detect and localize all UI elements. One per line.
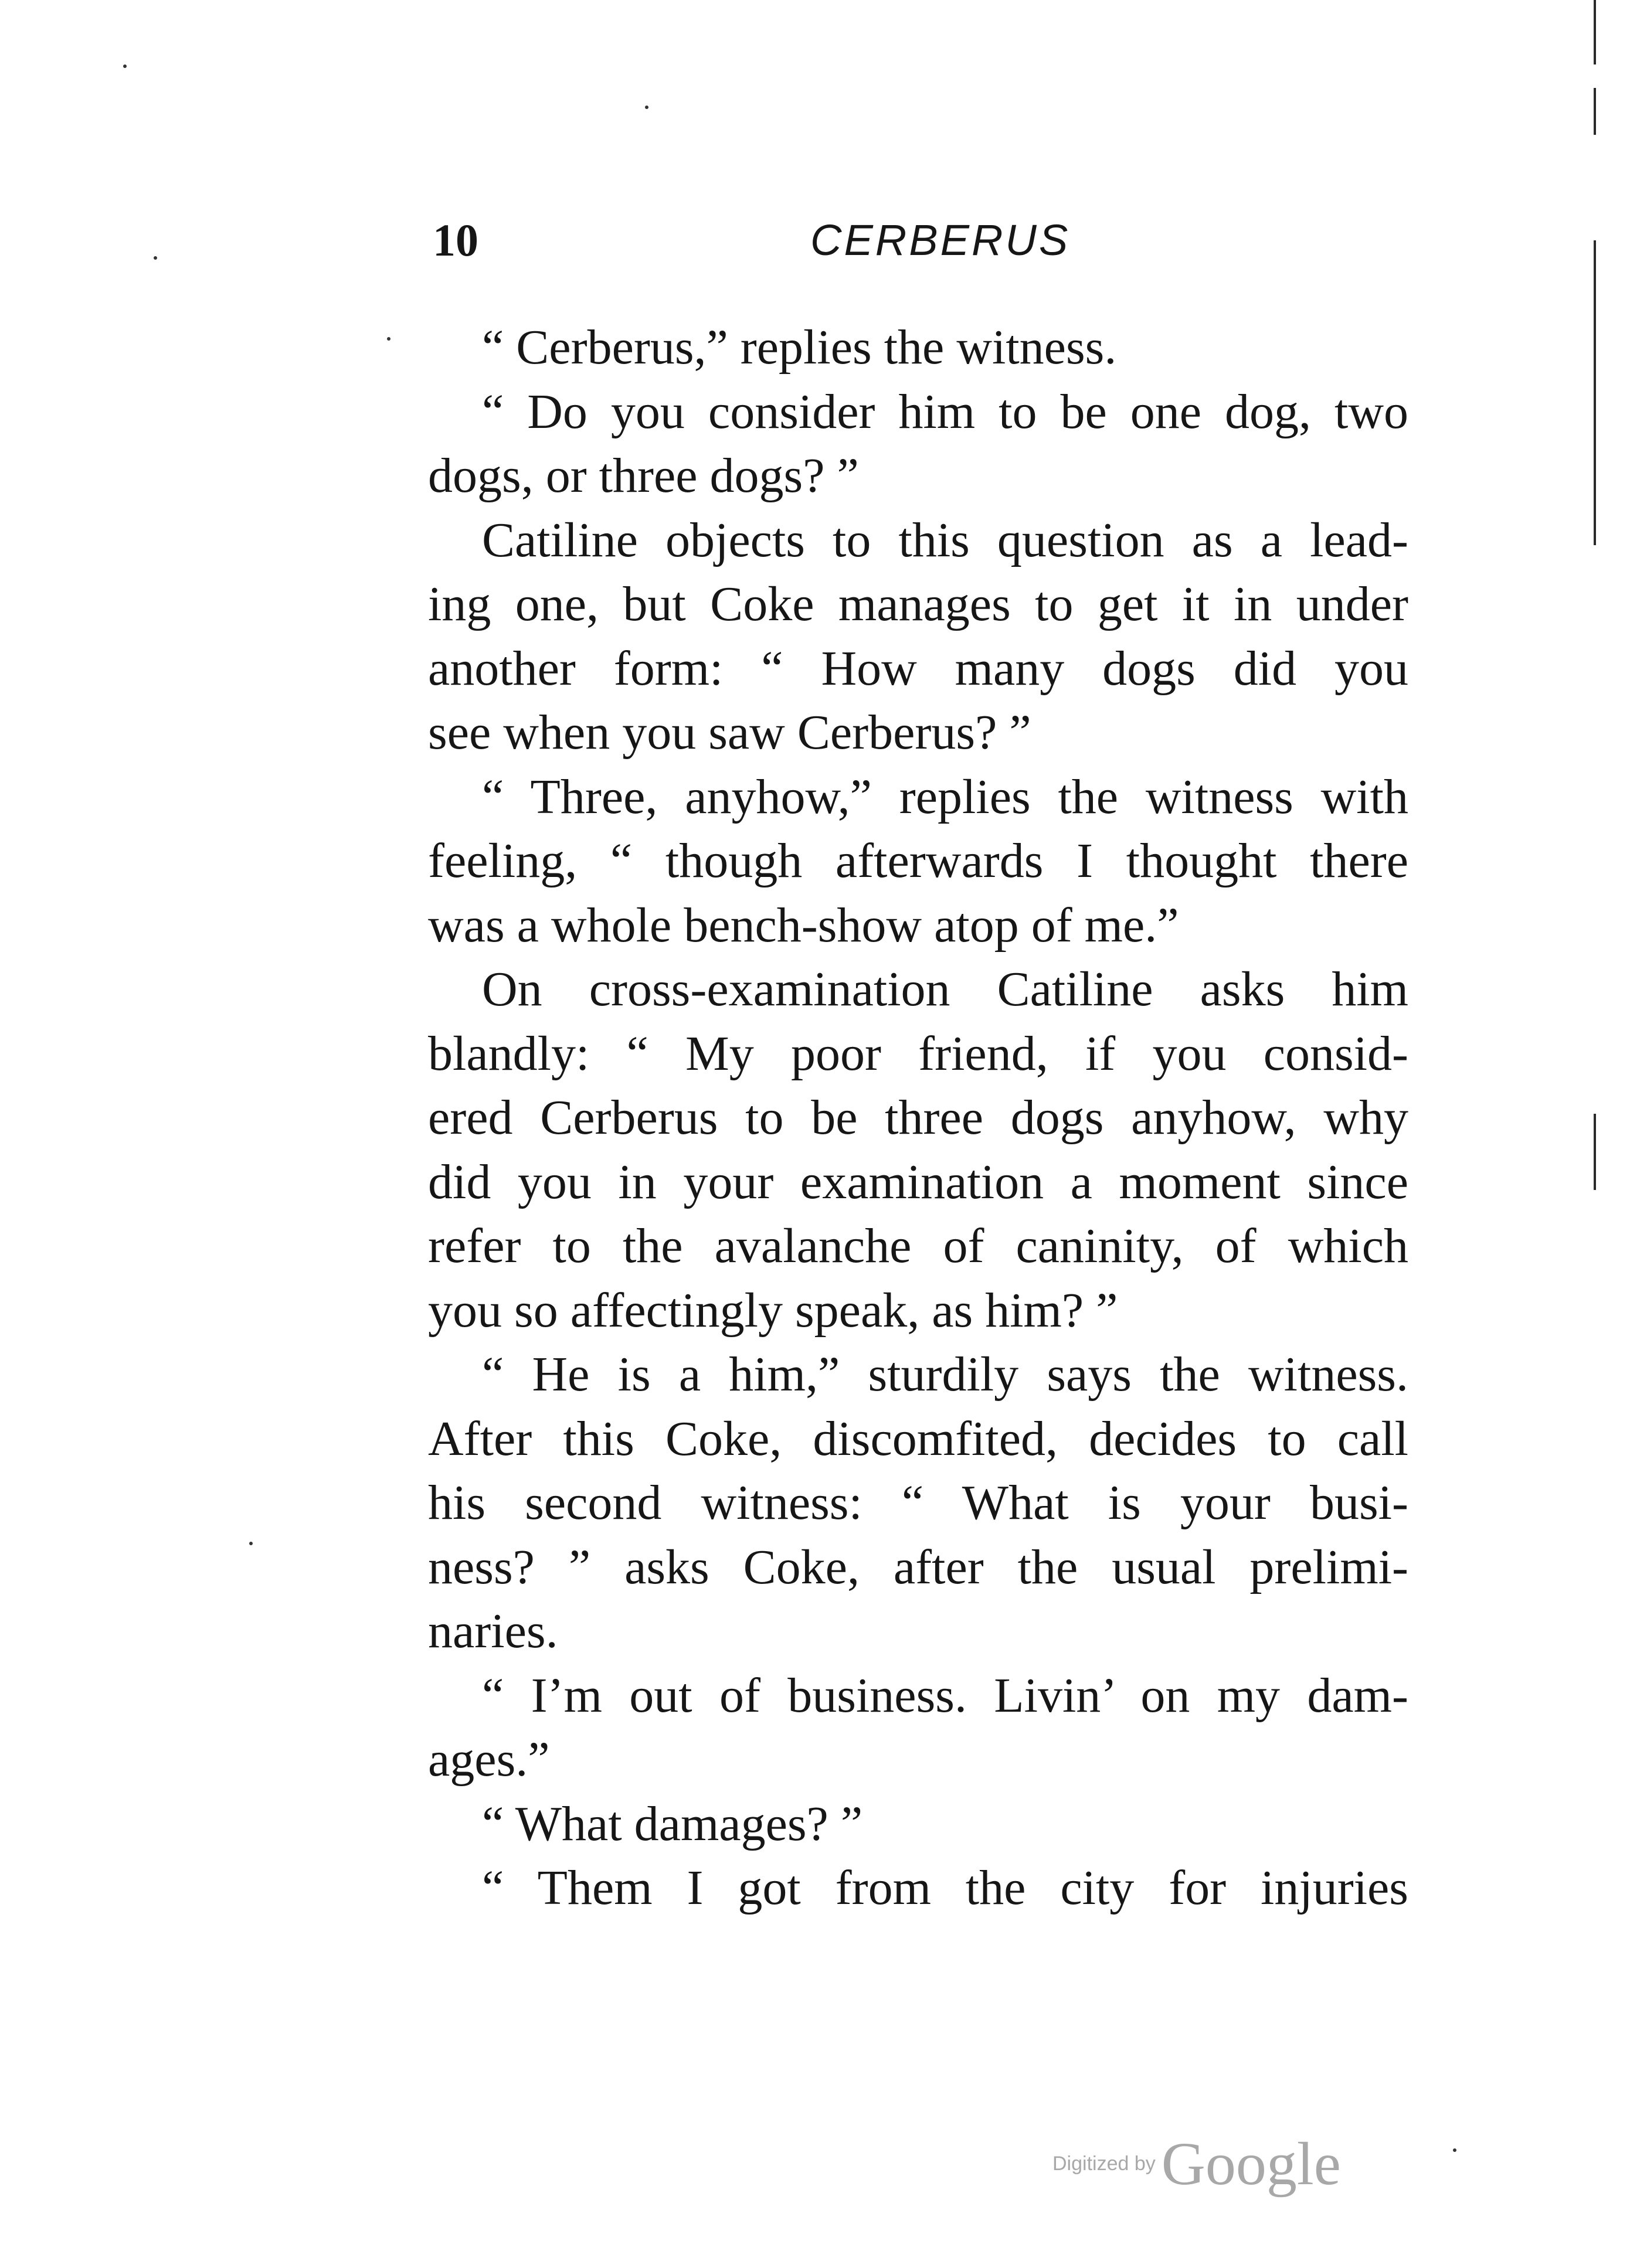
text-line: “ He is a him,” sturdily says the witness. xyxy=(482,1347,1408,1402)
scan-speck xyxy=(387,337,390,341)
text-line: “ Them I got from the city for injuries xyxy=(482,1861,1408,1915)
scan-edge-line xyxy=(1594,1114,1596,1190)
text-line: feeling, “ though afterwards I thought there xyxy=(428,834,1408,888)
running-title: CERBERUS xyxy=(810,216,1071,264)
text-line: his second witness: “ What is your busi- xyxy=(428,1475,1408,1530)
text-line: did you in your examination a moment since xyxy=(428,1154,1408,1209)
scan-speck xyxy=(1453,2148,1456,2152)
text-line: see when you saw Cerberus? ” xyxy=(428,705,1031,760)
body-text xyxy=(428,315,1408,1920)
text-line: “ Do you consider him to be one dog, two xyxy=(482,384,1408,439)
scan-edge-line xyxy=(1594,240,1596,545)
text-line: ages.” xyxy=(428,1732,550,1787)
scan-speck xyxy=(249,1542,253,1545)
text-line: “ I’m out of business. Livin’ on my dam- xyxy=(482,1668,1408,1723)
text-line: ness? ” asks Coke, after the usual prelimi- xyxy=(428,1539,1408,1594)
text-line: refer to the avalanche of caninity, of which xyxy=(428,1219,1408,1273)
scan-speck xyxy=(154,256,157,260)
text-line: “ What damages? ” xyxy=(482,1796,863,1851)
google-watermark xyxy=(1052,2129,1341,2199)
scan-edge-line xyxy=(1594,0,1596,64)
scan-speck xyxy=(123,64,127,68)
text-line: naries. xyxy=(428,1604,558,1658)
text-line: After this Coke, discomfited, decides to call xyxy=(428,1411,1408,1466)
text-line: On cross-examination Catiline asks him xyxy=(482,962,1408,1016)
scan-speck xyxy=(645,106,648,109)
text-line: blandly: “ My poor friend, if you consid- xyxy=(428,1026,1408,1081)
text-line: “ Cerberus,” replies the witness. xyxy=(482,320,1117,375)
text-line: dogs, or three dogs? ” xyxy=(428,448,859,503)
text-line: was a whole bench-show atop of me.” xyxy=(428,897,1179,953)
text-line: ered Cerberus to be three dogs anyhow, why xyxy=(428,1090,1408,1145)
text-line: you so affectingly speak, as him? ” xyxy=(428,1283,1118,1338)
watermark-prefix: Digitized by xyxy=(1052,2153,1156,2175)
text-line: another form: “ How many dogs did you xyxy=(428,641,1408,696)
text-line: Catiline objects to this question as a lead- xyxy=(482,512,1408,567)
text-line: ing one, but Coke manages to get it in under xyxy=(428,577,1408,631)
watermark-brand: Google xyxy=(1161,2130,1341,2198)
text-line: “ Three, anyhow,” replies the witness with xyxy=(482,769,1408,824)
page-number: 10 xyxy=(433,215,478,266)
scan-edge-line xyxy=(1594,88,1596,135)
